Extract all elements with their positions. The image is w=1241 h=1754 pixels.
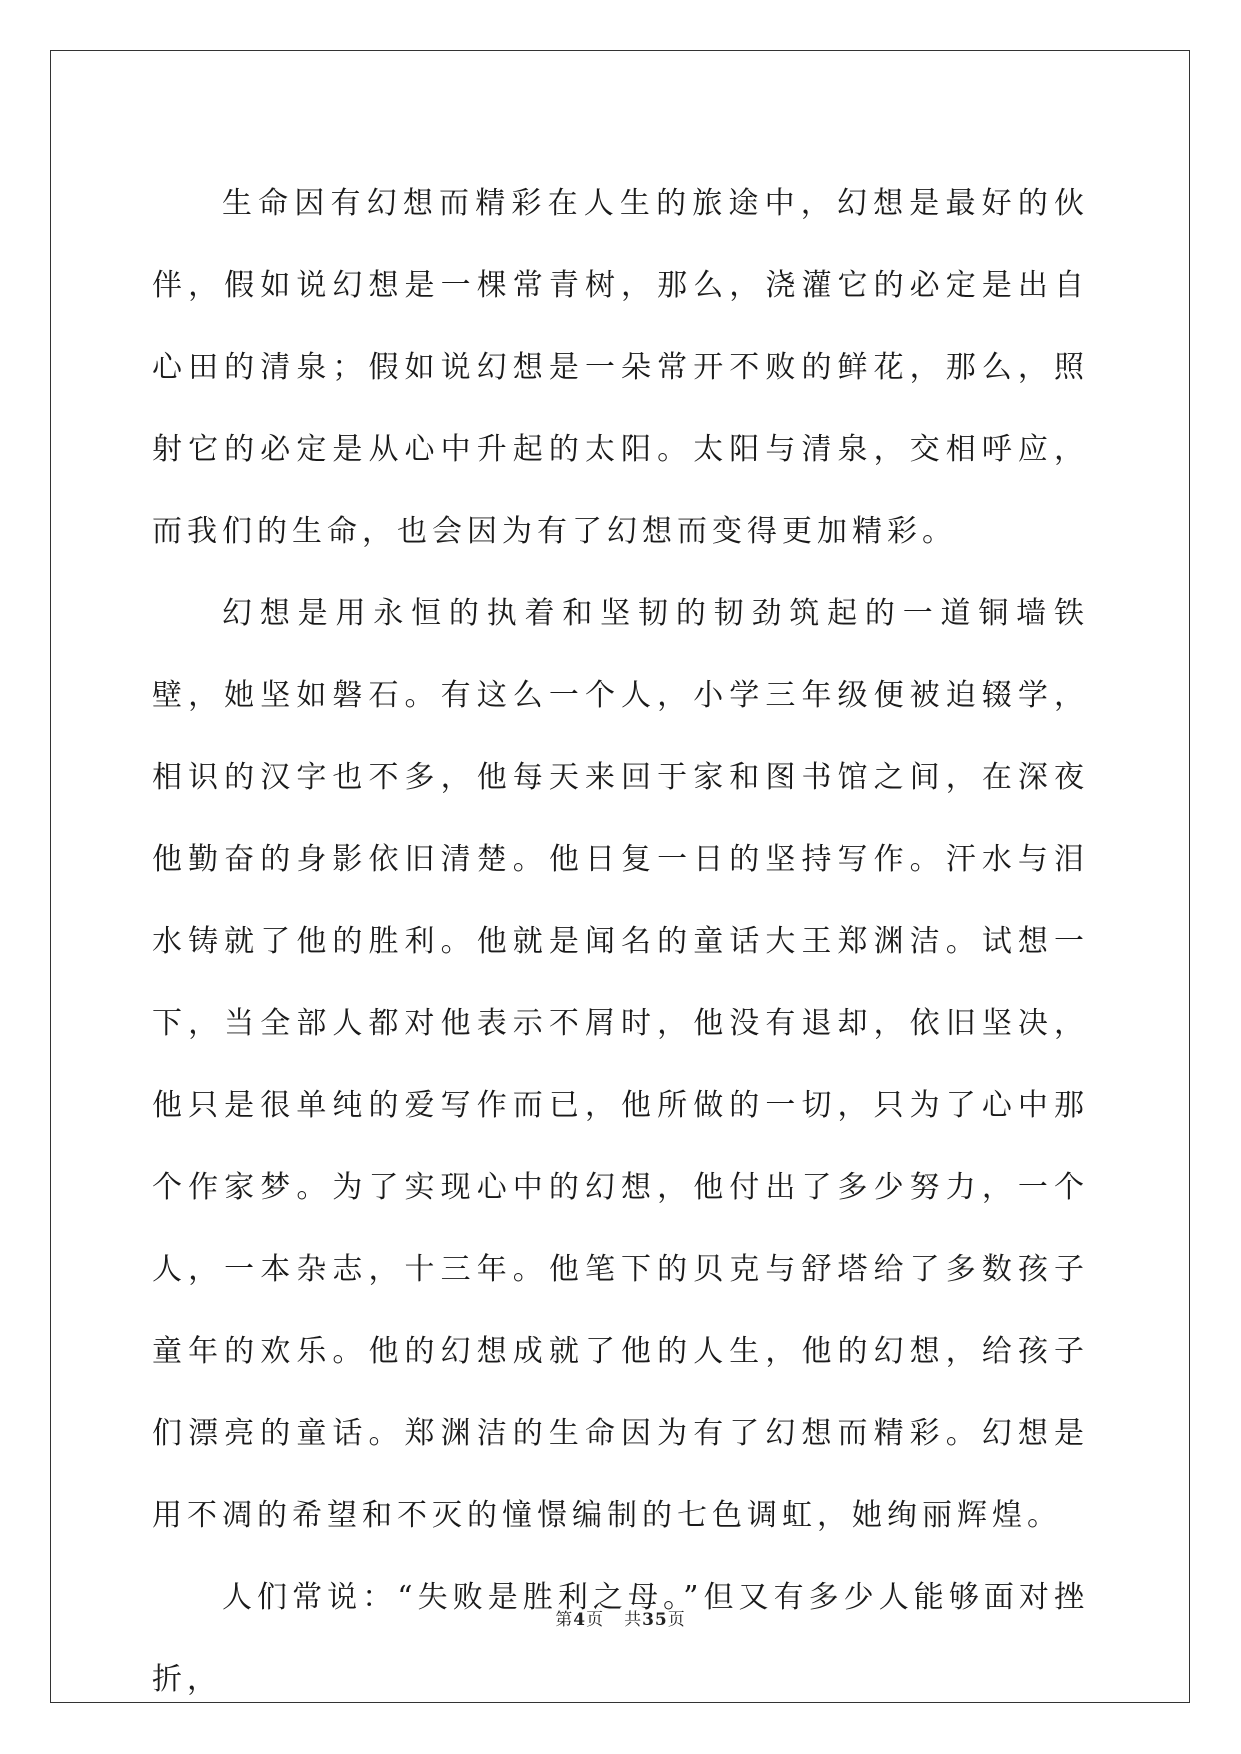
page-number: 4 [573,1610,587,1630]
total-pages: 35 [642,1610,668,1630]
total-suffix: 页 [667,1610,686,1630]
paragraph-2: 幻想是用永恒的执着和坚韧的韧劲筑起的一道铜墙铁壁，她坚如磐石。有这么一个人，小学三年级便被迫辍学，相识的汉字也不多，他每天来回于家和图书馆之间，在深夜他勤奋的身影依旧清楚。他日复一日的坚持写作。汗水与泪水铸就了他的胜利。他就是闻名的童话大王郑渊洁。试想一下，当全部人都对他表示不屑时，他没有退却，依旧坚决，他只是很单纯的爱写作而已，他所做的一切，只为了心中那个作家梦。为了实现心中的幻想，他付出了多少努力，一个人，一本杂志，十三年。他笔下的贝克与舒塔给了多数孩子童年的欢乐。他的幻想成就了他的人生，他的幻想，给孩子们漂亮的童话。郑渊洁的生命因为有了幻想而精彩。幻想是用不凋的希望和不灭的憧憬编制的七色调虹，她绚丽辉煌。 [152,596,1089,1533]
page-footer [0,1605,1241,1630]
paragraph-1: 生命因有幻想而精彩在人生的旅途中，幻想是最好的伙伴，假如说幻想是一棵常青树，那么，浇灌它的必定是出自心田的清泉；假如说幻想是一朵常开不败的鲜花，那么，照射它的必定是从心中升起的太阳。太阳与清泉，交相呼应，而我们的生命，也会因为有了幻想而变得更加精彩。 [152,186,1089,549]
paragraph-3: 人们常说：“失败是胜利之母。”但又有多少人能够面对挫折， [152,1580,1089,1697]
page-suffix: 页 [586,1610,605,1630]
total-prefix: 共 [624,1610,643,1630]
page-prefix: 第 [555,1610,574,1630]
document-body [152,163,1089,1721]
